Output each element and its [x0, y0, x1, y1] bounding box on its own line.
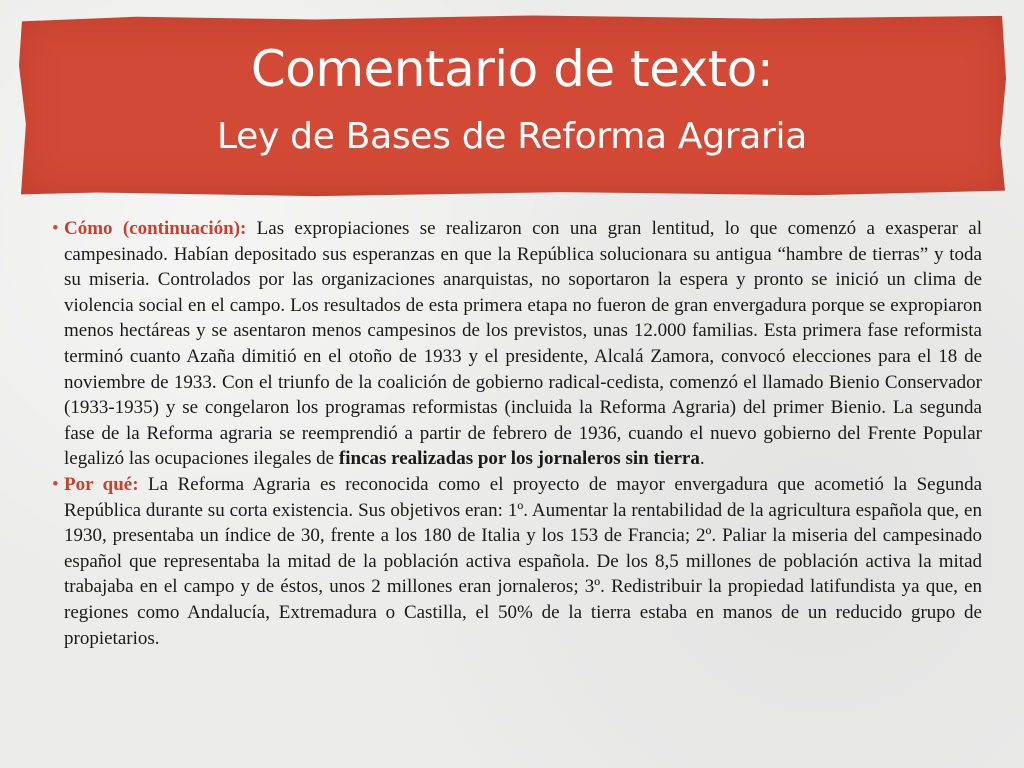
slide-subtitle: Ley de Bases de Reforma Agraria — [217, 116, 807, 157]
slide-title: Comentario de texto: — [250, 40, 774, 98]
bullet-emphasis: fincas realizadas por los jornaleros sin tierra — [338, 448, 700, 470]
bullet-lead: Cómo (continuación): — [64, 218, 247, 239]
bullet-text: La Reforma Agraria es reconocida como el proyecto de mayor envergadura que acometió la Segunda República durante su corta existencia. Sus objetivos eran: 1º. Aumentar la rentabilidad de la agricultura española que, en 1930, presentaba un índice de 30, frente a los 180 de Italia y los 153 de Francia; 2º. Paliar la miseria del campesinado español que representaba la mitad de la población activa española. De los 8,5 millones de población activa la mitad trabajaba en el campo y de éstos, unos 2 millones eran jornaleros; 3º. Redistribuir la propiedad latifundista ya que, en regiones como Andalucía, Extremadura o Castilla, el 50% de la tierra estaba en manos de un reducido grupo de propietarios. — [64, 473, 983, 649]
bullet-dot-icon: • — [52, 218, 59, 239]
bullet-lead: Por qué: — [64, 473, 139, 495]
bullet-text: Las expropiaciones se realizaron con una gran lentitud, lo que comenzó a exasperar al campesinado. Habían depositado sus esperanzas en que la República solucionara su antigua “hambre de tierras” y toda su miseria. Controlados por las organizaciones anarquistas, no soportaron la espera y pronto se inició un clima de violencia social en el campo. Los resultados de esta primera etapa no fueron de gran envergadura porque se expropiaron menos hectáreas y se asentaron menos campesinos de los previstos, unas 12.000 familias. Esta primera fase reformista terminó cuanto Azaña dimitió en el otoño de 1933 y el presidente, Alcalá Zamora, convocó elecciones para el 18 de noviembre de 1933. Con el triunfo de la coalición de gobierno radical-cedista, comenzó el llamado Bienio Conservador (1933-1935) y se congelaron los programas reformistas (incluida la Reforma Agraria) del primer Bienio. La segunda fase de la Reforma agraria se reemprendió a partir de febrero de 1936, cuando el nuevo gobierno del Frente Popular legalizó las ocupaciones ilegales de — [64, 218, 982, 470]
bullet-como — [48, 216, 982, 472]
slide-body — [48, 216, 982, 651]
bullet-dot-icon: • — [52, 473, 59, 495]
bullet-por-que — [48, 472, 982, 651]
bullet-tail: . — [699, 448, 705, 470]
